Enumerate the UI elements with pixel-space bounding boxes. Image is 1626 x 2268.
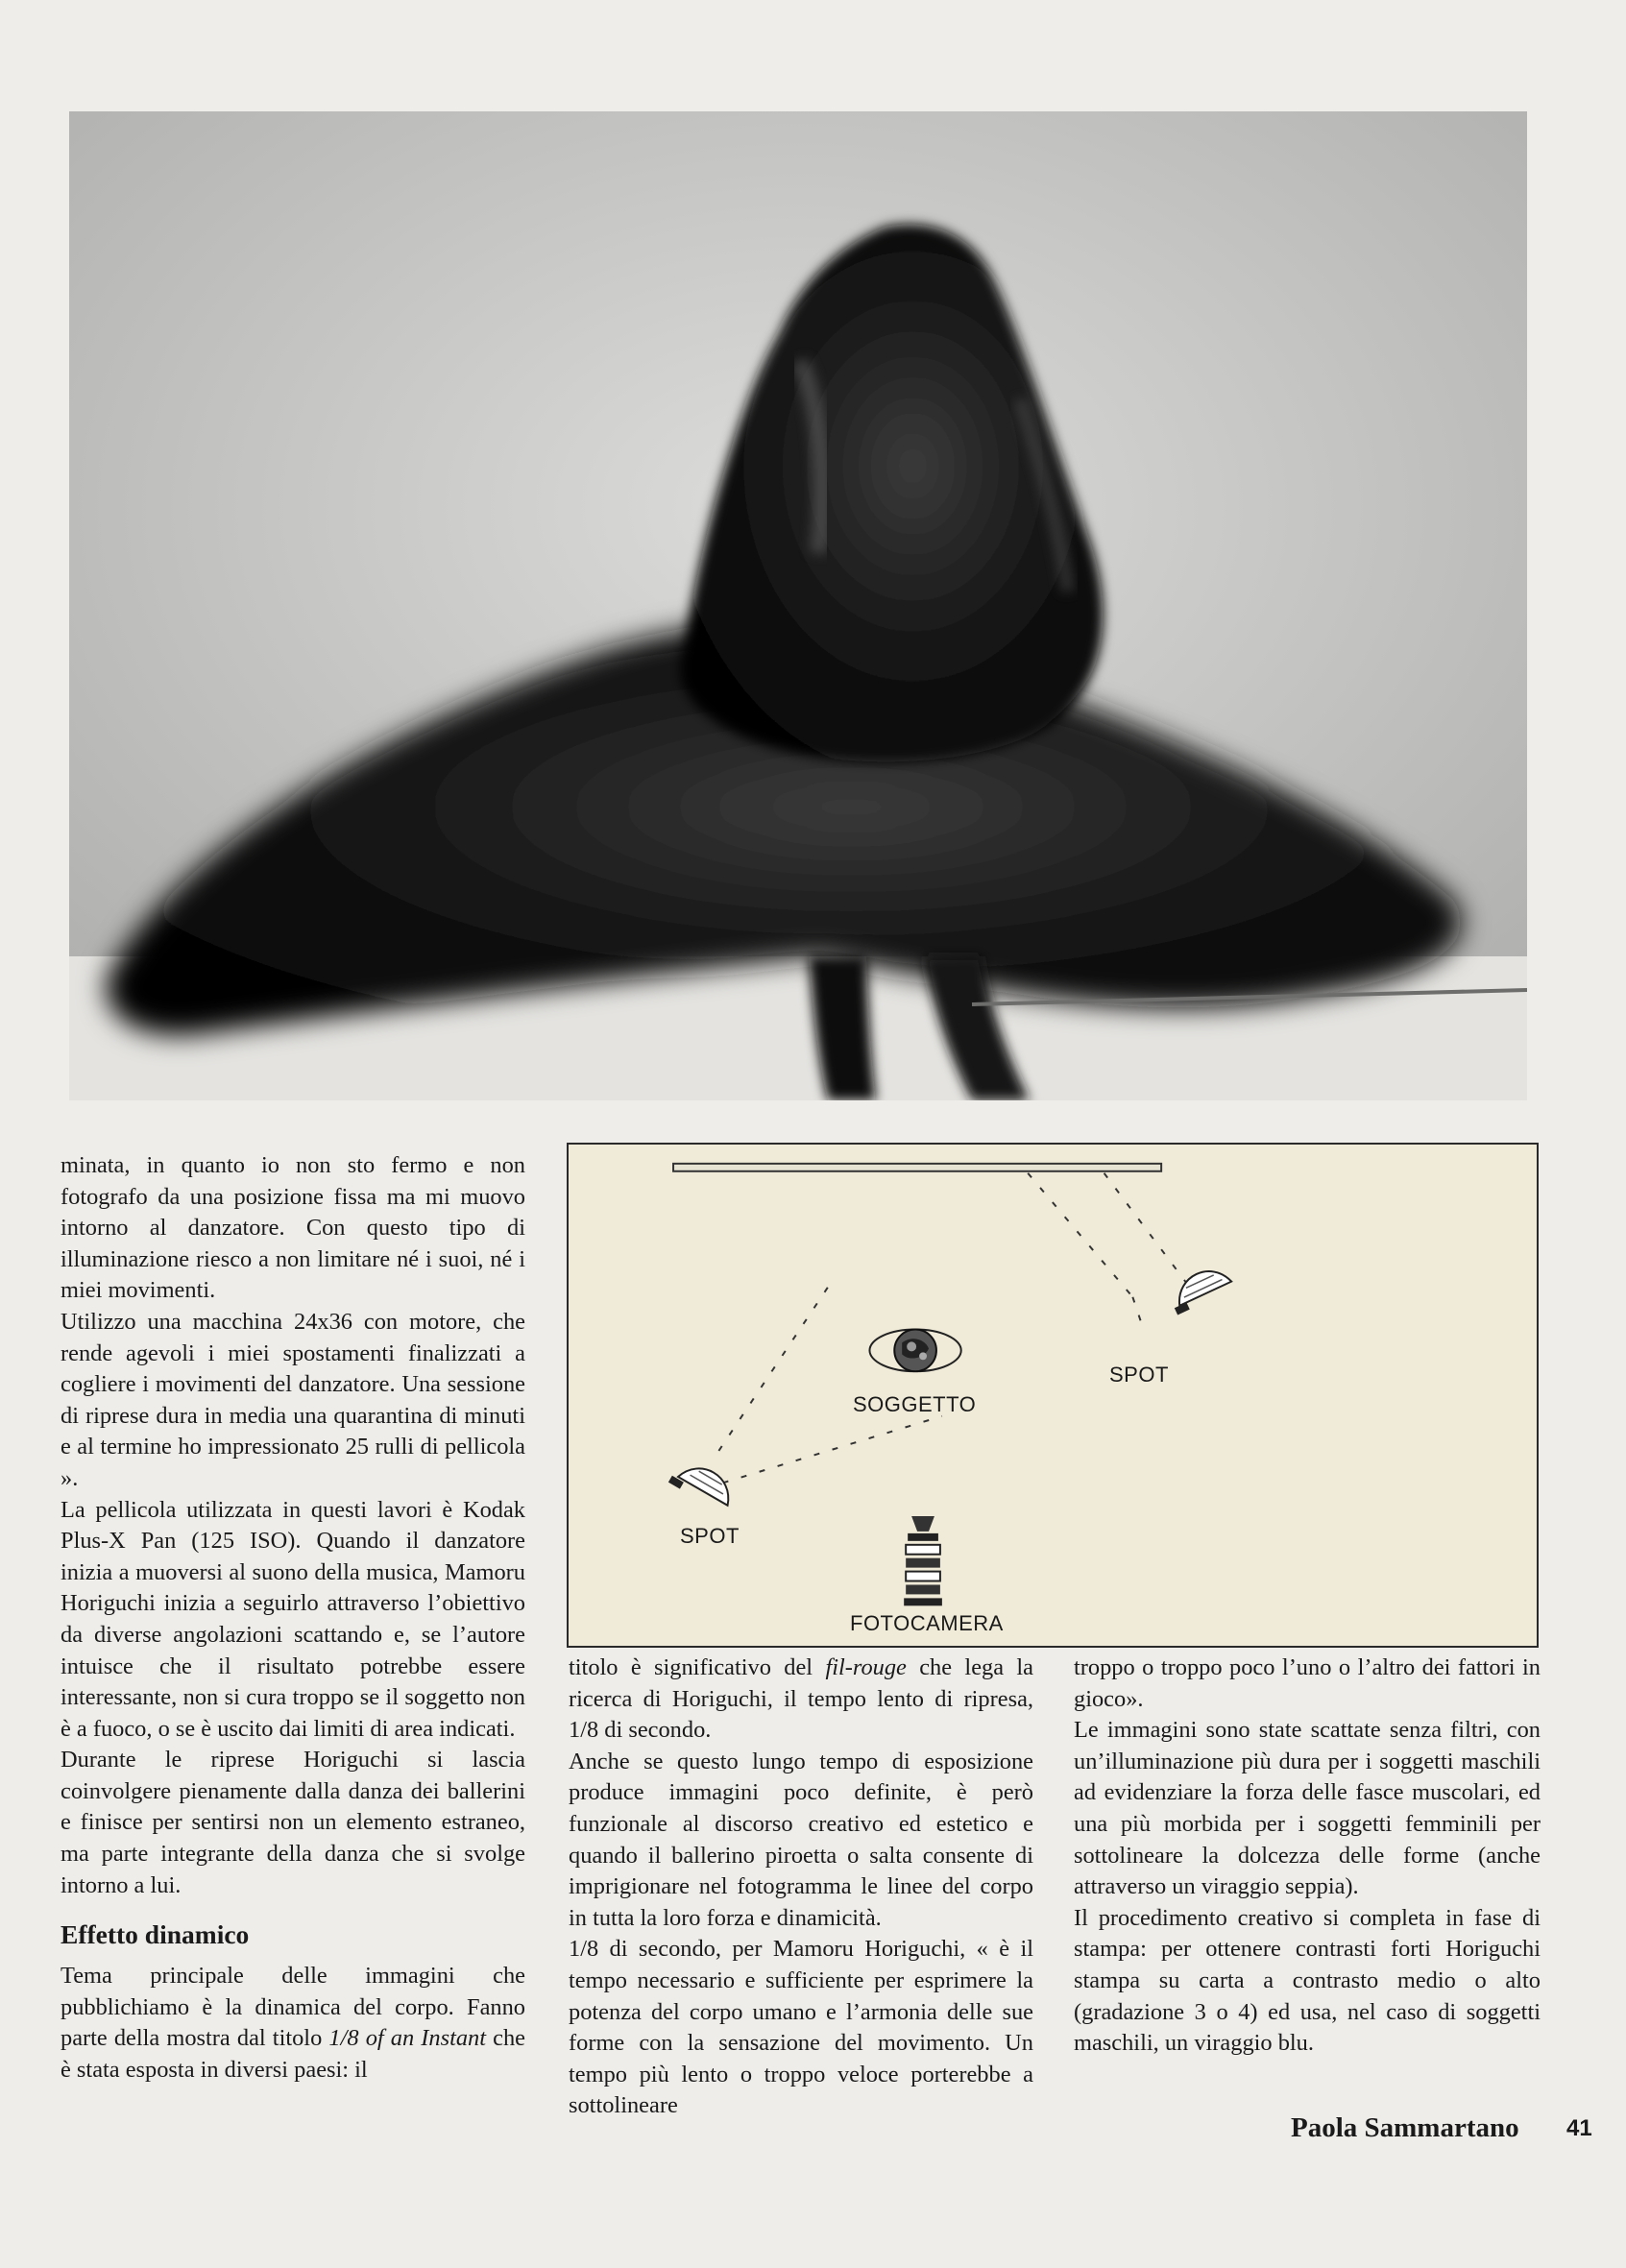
paragraph: 1/8 di secondo, per Mamoru Horiguchi, « è il tempo necessario e sufficiente per esprimere la potenza del corpo umano e l’armonia delle sue forme con la sensazione del movimento. Un tempo più lento o troppo veloce porterebbe a sottolineare <box>569 1936 1033 2119</box>
paragraph: La pellicola utilizzata in questi lavori è Kodak Plus-X Pan (125 ISO). Quando il danzatore inizia a muoversi al suono della musica, Mamoru Horiguchi inizia a seguirlo attraverso l’obiettivo da diverse angolazioni scattando e, se l’autore intuisce che il risultato potrebbe essere interessante, non si cura troppo se il soggetto non è a fuoco, o se è uscito dai limiti di area indicati. <box>61 1496 525 1742</box>
paragraph: Le immagini sono state scattate senza filtri, con un’illuminazione più dura per i soggetti maschili ad evidenziare la forza delle fasce muscolari, ed una più morbida per i soggetti femminili per sottolineare la dolcezza delle forme (anche attraverso un viraggio seppia). <box>1074 1717 1541 1900</box>
subject-icon <box>869 1330 960 1372</box>
paragraph: Il procedimento creativo si completa in fase di stampa: per ottenere contrasti forti Horiguchi stampa su carta a contrasto medio o alto (gradazione 3 o 4) ed usa, nel caso di soggetti maschili, un viraggio blu. <box>1074 1904 1541 2057</box>
section-heading: Effetto dinamico <box>61 1919 250 1950</box>
spot-right-icon <box>1165 1262 1234 1315</box>
exhibition-title: 1/8 of an Instant <box>328 2025 487 2052</box>
paragraph-text: che lega la ricerca di Horiguchi, il tempo lento di ripresa, 1/8 di secondo. <box>569 1654 1033 1744</box>
author-name: Paola Sammartano <box>1291 2112 1519 2143</box>
spot-left-icon <box>668 1456 739 1514</box>
label-soggetto: SOGGETTO <box>853 1392 977 1416</box>
lighting-diagram-drawing <box>569 1145 1537 1646</box>
page-number: 41 <box>1566 2115 1592 2141</box>
dancer-photo-drawing <box>69 111 1527 1100</box>
label-spot-left: SPOT <box>680 1524 740 1548</box>
camera-icon <box>904 1516 942 1605</box>
lighting-diagram <box>567 1143 1539 1648</box>
paragraph-text: che è stata esposta in diversi paesi: il <box>61 2025 526 2084</box>
paragraph <box>61 1961 525 2086</box>
label-fotocamera: FOTOCAMERA <box>850 1611 1004 1635</box>
paragraph: minata, in quanto io non sto fermo e non fotografo da una posizione fissa ma mi muovo intorno al danzatore. Con questo tipo di illuminazione riesco a non limitare né i suoi, né i miei movimenti. <box>61 1152 525 1304</box>
paragraph: Utilizzo una macchina 24x36 con motore, che rende agevoli i miei spostamenti finalizzati a cogliere i movimenti del danzatore. Una sessione di riprese dura in media una quarantina di minuti e al termine ho impressionato 25 rulli di pellicola ». <box>61 1308 525 1491</box>
paragraph-text: titolo è significativo del <box>569 1654 826 1680</box>
dancer-photo <box>69 111 1527 1100</box>
text-column-1 <box>61 1150 525 2087</box>
paragraph <box>569 1653 1033 1747</box>
paragraph: Anche se questo lungo tempo di esposizione produce immagini poco definite, è però funzionale al discorso creativo ed estetico e quando il ballerino piroetta o salta consente di imprigionare nel fotogramma le linee del corpo in tutta la loro forza e dinamicità. <box>569 1748 1033 1931</box>
label-spot-right: SPOT <box>1109 1363 1169 1387</box>
paragraph: Durante le riprese Horiguchi si lascia coinvolgere pienamente dalla danza dei ballerini e finisce per sentirsi non un elemento estraneo, ma parte integrante della danza che si svolge intorno a lui. <box>61 1747 525 1898</box>
italic-term: fil-rouge <box>825 1654 907 1680</box>
text-column-3 <box>1074 1653 1541 2060</box>
paragraph: troppo o troppo poco l’uno o l’altro dei fattori in gioco». <box>1074 1654 1541 1712</box>
paragraph-text: Tema principale delle immagini che pubblichiamo è la dinamica del corpo. Fanno parte della mostra dal titolo <box>61 1963 525 2052</box>
text-column-2 <box>569 1653 1033 2122</box>
